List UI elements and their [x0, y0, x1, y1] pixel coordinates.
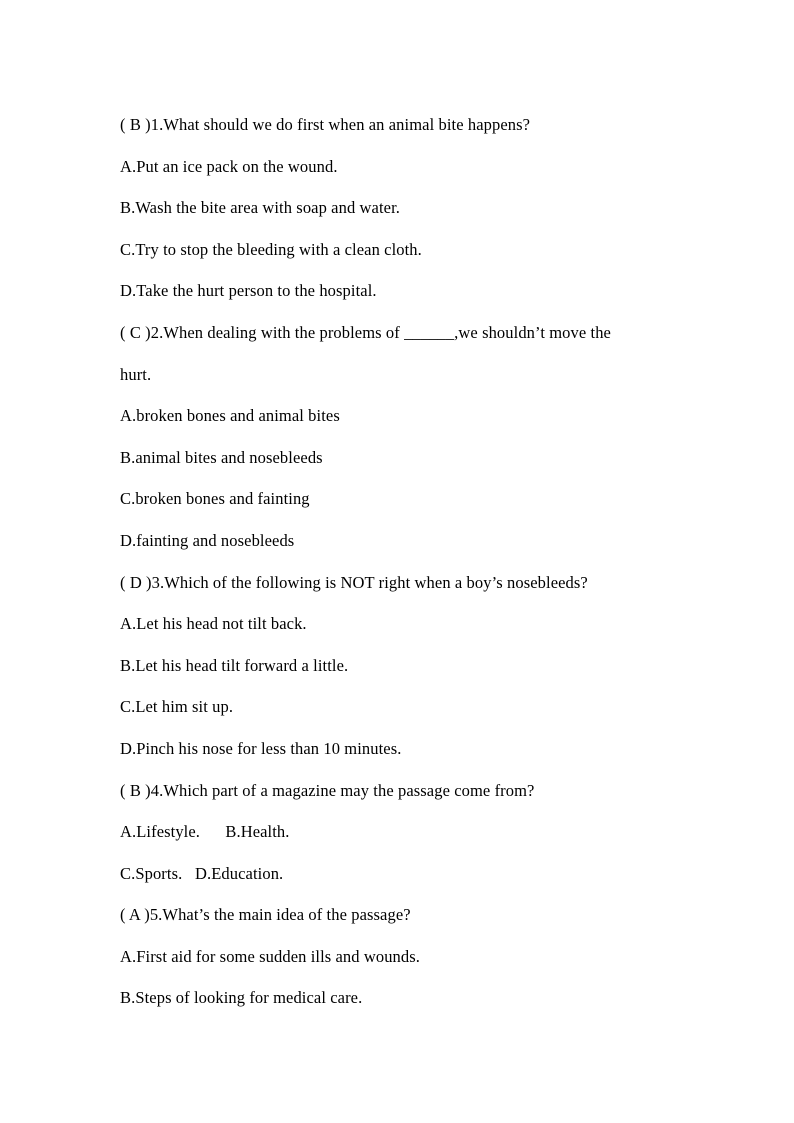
answer-option: A.First aid for some sudden ills and wounds.	[120, 946, 421, 966]
answer-option: C.broken bones and fainting	[120, 489, 310, 509]
question-5	[120, 894, 680, 1019]
answer-option: C.Try to stop the bleeding with a clean cloth.	[120, 239, 422, 259]
question-prompt: ( B )1.What should we do first when an animal bite happens?	[120, 115, 531, 134]
question-prompt-continuation: hurt.	[120, 364, 152, 384]
question-3	[120, 562, 680, 770]
answer-option: A.Put an ice pack on the wound.	[120, 156, 338, 176]
answer-option: D.Pinch his nose for less than 10 minutes.	[120, 738, 402, 758]
answer-option: B.Steps of looking for medical care.	[120, 988, 363, 1008]
question-2	[120, 312, 680, 562]
question-1	[120, 104, 680, 312]
question-prompt: ( C )2.When dealing with the problems of ______,we shouldn’t move the	[120, 322, 611, 342]
question-prompt: ( A )5.What’s the main idea of the passage?	[120, 905, 411, 925]
answer-option-pair: C.Sports. D.Education.	[120, 863, 284, 883]
answer-option: B.Let his head tilt forward a little.	[120, 655, 349, 675]
answer-option: C.Let him sit up.	[120, 697, 234, 717]
question-prompt: ( D )3.Which of the following is NOT right when a boy’s nosebleeds?	[120, 572, 588, 592]
answer-option: A.broken bones and animal bites	[120, 406, 340, 426]
answer-option: B.animal bites and nosebleeds	[120, 447, 323, 467]
answer-option: D.fainting and nosebleeds	[120, 530, 295, 550]
answer-option: B.Wash the bite area with soap and water.	[120, 198, 400, 218]
answer-option: A.Let his head not tilt back.	[120, 614, 307, 634]
question-4	[120, 770, 680, 895]
answer-option-pair: A.Lifestyle. B.Health.	[120, 822, 290, 842]
question-prompt: ( B )4.Which part of a magazine may the passage come from?	[120, 780, 535, 800]
answer-option: D.Take the hurt person to the hospital.	[120, 281, 377, 301]
question-list	[120, 104, 680, 1019]
